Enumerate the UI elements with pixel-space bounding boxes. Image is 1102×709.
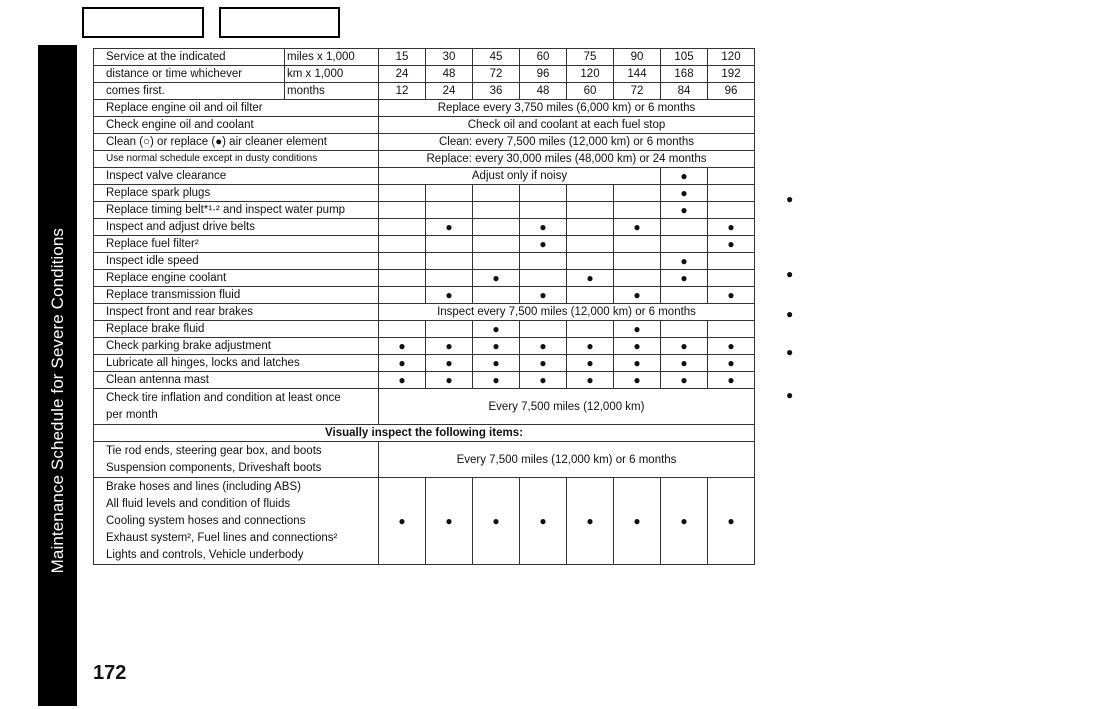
table-row xyxy=(94,372,755,389)
item-label: Lubricate all hinges, locks and latches xyxy=(94,355,379,372)
header-text: distance or time whichever xyxy=(94,66,285,83)
item-label-line: All fluid levels and condition of fluids xyxy=(106,498,291,510)
bullet-mark: ● xyxy=(473,338,520,355)
item-label xyxy=(94,442,379,478)
interval-value: 120 xyxy=(708,49,755,66)
bullet-mark xyxy=(473,253,520,270)
bullet-mark xyxy=(567,321,614,338)
interval-value: 168 xyxy=(661,66,708,83)
item-label: Clean antenna mast xyxy=(94,372,379,389)
header-row xyxy=(94,66,755,83)
interval-value: 84 xyxy=(661,83,708,100)
item-label: Replace engine oil and oil filter xyxy=(94,100,379,117)
table-row xyxy=(94,338,755,355)
interval-value: 96 xyxy=(520,66,567,83)
interval-value: 105 xyxy=(661,49,708,66)
table-row xyxy=(94,117,755,134)
item-label-line: Tie rod ends, steering gear box, and boots xyxy=(106,445,322,457)
table-row xyxy=(94,442,755,478)
bullet-mark xyxy=(520,270,567,287)
bullet-mark xyxy=(379,287,426,304)
bullet-mark: ● xyxy=(379,355,426,372)
bullet-mark: ● xyxy=(426,287,473,304)
margin-bullet: ● xyxy=(786,267,794,281)
bullet-mark: ● xyxy=(661,478,708,565)
bullet-mark xyxy=(614,253,661,270)
interval-text: Clean: every 7,500 miles (12,000 km) or 6 months xyxy=(379,134,755,151)
bullet-mark: ● xyxy=(567,270,614,287)
bullet-mark: ● xyxy=(426,219,473,236)
item-label xyxy=(94,478,379,565)
bullet-mark: ● xyxy=(567,478,614,565)
item-label-line: Lights and controls, Vehicle underbody xyxy=(106,549,304,561)
interval-text: Replace every 3,750 miles (6,000 km) or 6 months xyxy=(379,100,755,117)
bullet-mark: ● xyxy=(661,270,708,287)
table-row xyxy=(94,355,755,372)
bullet-mark: ● xyxy=(567,372,614,389)
bullet-mark xyxy=(614,202,661,219)
bullet-mark xyxy=(426,253,473,270)
bullet-mark: ● xyxy=(661,202,708,219)
header-row xyxy=(94,49,755,66)
item-label-line: Exhaust system², Fuel lines and connections² xyxy=(106,532,338,544)
header-text: comes first. xyxy=(94,83,285,100)
side-title: Maintenance Schedule for Severe Conditions xyxy=(47,227,67,573)
bullet-mark: ● xyxy=(520,219,567,236)
bullet-mark xyxy=(520,253,567,270)
bullet-mark: ● xyxy=(473,270,520,287)
page-number: 172 xyxy=(93,662,127,684)
bullet-mark xyxy=(708,168,755,185)
table-row xyxy=(94,134,755,151)
item-label: Replace timing belt*¹·² and inspect water pump xyxy=(94,202,379,219)
bullet-mark xyxy=(473,185,520,202)
interval-value: 144 xyxy=(614,66,661,83)
item-label: Check parking brake adjustment xyxy=(94,338,379,355)
interval-value: 12 xyxy=(379,83,426,100)
interval-value: 90 xyxy=(614,49,661,66)
bullet-mark xyxy=(426,270,473,287)
margin-bullet: ● xyxy=(786,192,794,206)
item-label: Replace fuel filter² xyxy=(94,236,379,253)
bullet-mark xyxy=(473,287,520,304)
section-header: Visually inspect the following items: xyxy=(94,425,755,442)
table-row xyxy=(94,478,755,565)
item-label: Use normal schedule except in dusty conditions xyxy=(94,151,379,168)
bullet-mark: ● xyxy=(473,355,520,372)
bullet-mark xyxy=(520,202,567,219)
bullet-mark: ● xyxy=(614,338,661,355)
bullet-mark xyxy=(567,219,614,236)
bullet-mark: ● xyxy=(708,355,755,372)
interval-value: 48 xyxy=(520,83,567,100)
interval-text: Inspect every 7,500 miles (12,000 km) or 6 months xyxy=(379,304,755,321)
bullet-mark xyxy=(520,321,567,338)
bullet-mark: ● xyxy=(661,168,708,185)
bullet-mark xyxy=(708,185,755,202)
bullet-mark xyxy=(661,219,708,236)
table-row xyxy=(94,304,755,321)
table-row xyxy=(94,287,755,304)
bullet-mark xyxy=(426,202,473,219)
item-label: Replace brake fluid xyxy=(94,321,379,338)
bullet-mark: ● xyxy=(520,355,567,372)
bullet-mark: ● xyxy=(614,478,661,565)
bullet-mark: ● xyxy=(567,355,614,372)
header-unit: months xyxy=(285,83,379,100)
bullet-mark: ● xyxy=(426,372,473,389)
bullet-mark xyxy=(567,202,614,219)
item-label: Clean (○) or replace (●) air cleaner element xyxy=(94,134,379,151)
bullet-mark: ● xyxy=(520,287,567,304)
table-row xyxy=(94,389,755,425)
bullet-mark: ● xyxy=(426,355,473,372)
bullet-mark: ● xyxy=(708,287,755,304)
interval-text: Adjust only if noisy xyxy=(379,168,661,185)
interval-value: 96 xyxy=(708,83,755,100)
item-label: Inspect and adjust drive belts xyxy=(94,219,379,236)
interval-value: 120 xyxy=(567,66,614,83)
table-row xyxy=(94,100,755,117)
bullet-mark xyxy=(379,321,426,338)
bullet-mark xyxy=(708,253,755,270)
bullet-mark: ● xyxy=(614,355,661,372)
margin-bullet: ● xyxy=(786,307,794,321)
item-label-line: Check tire inflation and condition at least once xyxy=(106,392,341,404)
bullet-mark xyxy=(567,253,614,270)
side-title-container xyxy=(38,45,77,573)
bullet-mark xyxy=(567,185,614,202)
bullet-mark: ● xyxy=(708,219,755,236)
interval-value: 72 xyxy=(473,66,520,83)
interval-value: 45 xyxy=(473,49,520,66)
bullet-mark: ● xyxy=(379,478,426,565)
margin-bullet: ● xyxy=(786,388,794,402)
bullet-mark xyxy=(567,236,614,253)
bullet-mark: ● xyxy=(473,478,520,565)
bullet-mark xyxy=(661,236,708,253)
header-unit: km x 1,000 xyxy=(285,66,379,83)
bullet-mark xyxy=(708,321,755,338)
bullet-mark xyxy=(708,270,755,287)
bullet-mark: ● xyxy=(661,355,708,372)
bullet-mark: ● xyxy=(614,219,661,236)
bullet-mark xyxy=(426,321,473,338)
bullet-mark: ● xyxy=(520,338,567,355)
bullet-mark xyxy=(379,270,426,287)
bullet-mark xyxy=(379,219,426,236)
bullet-mark: ● xyxy=(520,478,567,565)
bullet-mark: ● xyxy=(661,338,708,355)
bullet-mark xyxy=(520,185,567,202)
item-label-line: Suspension components, Driveshaft boots xyxy=(106,462,322,474)
bullet-mark xyxy=(661,287,708,304)
item-label: Check engine oil and coolant xyxy=(94,117,379,134)
margin-bullet: ● xyxy=(786,345,794,359)
page-tab-box-2 xyxy=(219,7,340,38)
bullet-mark: ● xyxy=(614,321,661,338)
header-text: Service at the indicated xyxy=(94,49,285,66)
bullet-mark: ● xyxy=(567,338,614,355)
interval-text: Every 7,500 miles (12,000 km) or 6 months xyxy=(379,442,755,478)
bullet-mark: ● xyxy=(473,372,520,389)
bullet-mark xyxy=(661,321,708,338)
interval-value: 72 xyxy=(614,83,661,100)
header-row xyxy=(94,83,755,100)
bullet-mark: ● xyxy=(473,321,520,338)
interval-value: 36 xyxy=(473,83,520,100)
bullet-mark xyxy=(614,270,661,287)
maintenance-schedule-table xyxy=(93,48,755,565)
interval-text: Check oil and coolant at each fuel stop xyxy=(379,117,755,134)
bullet-mark: ● xyxy=(614,372,661,389)
interval-value: 192 xyxy=(708,66,755,83)
table-row xyxy=(94,219,755,236)
table-row xyxy=(94,168,755,185)
bullet-mark: ● xyxy=(379,338,426,355)
table-row xyxy=(94,151,755,168)
bullet-mark: ● xyxy=(520,372,567,389)
bullet-mark xyxy=(379,253,426,270)
item-label: Inspect idle speed xyxy=(94,253,379,270)
item-label: Inspect valve clearance xyxy=(94,168,379,185)
interval-value: 30 xyxy=(426,49,473,66)
bullet-mark xyxy=(379,185,426,202)
schedule-body xyxy=(94,49,755,565)
header-unit: miles x 1,000 xyxy=(285,49,379,66)
bullet-mark xyxy=(614,185,661,202)
interval-text: Replace: every 30,000 miles (48,000 km) or 24 months xyxy=(379,151,755,168)
item-label: Replace spark plugs xyxy=(94,185,379,202)
item-label-line: Cooling system hoses and connections xyxy=(106,515,306,527)
bullet-mark: ● xyxy=(708,478,755,565)
bullet-mark: ● xyxy=(379,372,426,389)
interval-value: 48 xyxy=(426,66,473,83)
bullet-mark: ● xyxy=(708,236,755,253)
item-label: Replace engine coolant xyxy=(94,270,379,287)
table-row xyxy=(94,202,755,219)
bullet-mark: ● xyxy=(708,338,755,355)
item-label-line: Brake hoses and lines (including ABS) xyxy=(106,481,301,493)
item-label: Replace transmission fluid xyxy=(94,287,379,304)
item-label-line: per month xyxy=(106,409,158,421)
bullet-mark: ● xyxy=(426,338,473,355)
bullet-mark xyxy=(473,202,520,219)
interval-value: 24 xyxy=(426,83,473,100)
bullet-mark xyxy=(426,236,473,253)
interval-value: 60 xyxy=(567,83,614,100)
bullet-mark xyxy=(473,219,520,236)
table-row xyxy=(94,185,755,202)
bullet-mark xyxy=(473,236,520,253)
bullet-mark xyxy=(379,202,426,219)
section-header-row xyxy=(94,425,755,442)
bullet-mark: ● xyxy=(661,185,708,202)
bullet-mark: ● xyxy=(708,372,755,389)
bullet-mark xyxy=(614,236,661,253)
table-row xyxy=(94,321,755,338)
table-row xyxy=(94,253,755,270)
bullet-mark xyxy=(379,236,426,253)
bullet-mark: ● xyxy=(661,372,708,389)
bullet-mark: ● xyxy=(661,253,708,270)
bullet-mark xyxy=(567,287,614,304)
page-tab-box-1 xyxy=(82,7,204,38)
bullet-mark: ● xyxy=(614,287,661,304)
item-label: Inspect front and rear brakes xyxy=(94,304,379,321)
interval-text: Every 7,500 miles (12,000 km) xyxy=(379,389,755,425)
interval-value: 60 xyxy=(520,49,567,66)
item-label xyxy=(94,389,379,425)
bullet-mark: ● xyxy=(426,478,473,565)
table-row xyxy=(94,270,755,287)
interval-value: 75 xyxy=(567,49,614,66)
table-row xyxy=(94,236,755,253)
bullet-mark: ● xyxy=(520,236,567,253)
interval-value: 15 xyxy=(379,49,426,66)
bullet-mark xyxy=(426,185,473,202)
interval-value: 24 xyxy=(379,66,426,83)
bullet-mark xyxy=(708,202,755,219)
